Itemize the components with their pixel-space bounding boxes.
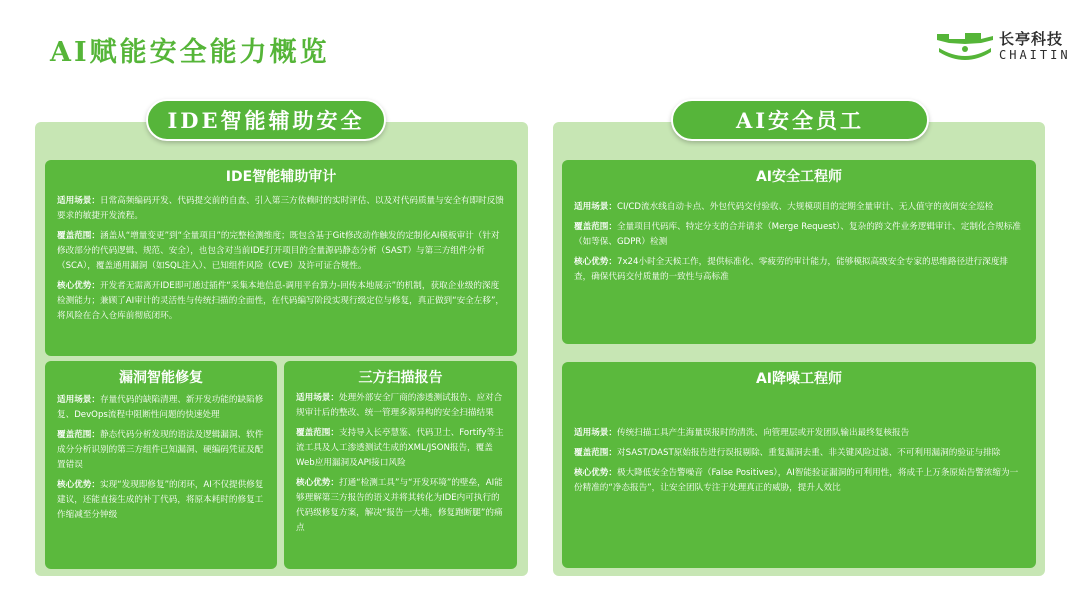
advantage-paragraph: 核心优势：打通“检测工具”与“开发环境”的壁垒，AI能够理解第三方报告的语义并将其转化为IDE内可执行的代码级修复方案，解决“报告一大堆，修复跑断腿”的痛点	[296, 478, 503, 533]
card-title: 三方扫描报告	[358, 370, 443, 386]
card-title: IDE智能辅助审计	[225, 169, 337, 185]
coverage-paragraph: 覆盖范围：涵盖从“增量变更”到“全量项目”的完整检测维度；既包含基于Git修改动作触发的定制化AI模板审计（针对修改部分的代码逻辑、规范、安全），也包含对当前IDE打开项目的全量源码静态分析（SAST）与第三方组件分析（SCA），覆盖通用漏洞（如SQL注入）、已知组件风险（CVE）及许可证合规性。	[57, 231, 500, 271]
card-title: AI安全工程师	[755, 169, 843, 185]
advantage-paragraph: 核心优势：7x24小时全天候工作，提供标准化、零疲劳的审计能力，能够模拟高级安全专家的思维路径进行深度排查，确保代码交付质量的一致性与高标准	[574, 257, 1009, 282]
card-security-engineer	[562, 160, 1036, 344]
scenario-paragraph: 适用场景：日常高频编码开发、代码提交前的自查、引入第三方依赖时的实时评估、以及对代码质量与安全有即时反馈要求的敏捷开发流程。	[57, 196, 504, 221]
scenario-paragraph: 适用场景：CI/CD流水线自动卡点、外包代码交付验收、大规模项目的定期全量审计、无人值守的夜间安全巡检	[574, 202, 994, 212]
left-panel-title: IDE智能辅助安全	[146, 99, 386, 141]
advantage-paragraph: 核心优势：开发者无需离开IDE即可通过插件“采集本地信息-调用平台算力-回传本地展示”的机制，获取企业级的深度检测能力；兼顾了AI审计的灵活性与传统扫描的全面性，在代码编写阶段实现行级定位与修复，真正做到“安全左移”，将风险在合入仓库前彻底闭环。	[57, 281, 505, 321]
card-noise-engineer	[562, 362, 1036, 568]
chaitin-logo-icon	[935, 30, 995, 62]
logo-text-cn: 长亭科技	[999, 30, 1064, 48]
card-title: AI降噪工程师	[755, 371, 843, 387]
advantage-paragraph: 核心优势：极大降低安全告警噪音（False Positives），AI智能验证漏洞的可利用性，将成千上万条原始告警浓缩为一份精准的“净态报告”，让安全团队专注于处理真正的威胁，提升人效比	[574, 468, 1019, 493]
card-ide-audit	[45, 160, 517, 356]
scenario-paragraph: 适用场景：处理外部安全厂商的渗透测试报告、应对合规审计后的整改、统一管理多源异构的安全扫描结果	[296, 393, 503, 418]
coverage-paragraph: 覆盖范围：对SAST/DAST原始报告进行误报剔除、重复漏洞去重、非关键风险过滤、不可利用漏洞的验证与排除	[574, 448, 1001, 458]
page-title: AI赋能安全能力概览	[50, 37, 330, 68]
company-logo	[935, 26, 1071, 66]
scenario-paragraph: 适用场景：存量代码的缺陷清理、新开发功能的缺陷修复、DevOps流程中阻断性问题的快速处理	[57, 395, 264, 420]
coverage-paragraph: 覆盖范围：全量项目代码库、特定分支的合并请求（Merge Request）、复杂的跨文件业务逻辑审计、定制化合规标准（如等保、GDPR）检测	[574, 222, 1021, 247]
advantage-paragraph: 核心优势：实现“发现即修复”的闭环，AI不仅提供修复建议，还能直接生成的补丁代码，将原本耗时的修复工作缩减至分钟级	[57, 480, 264, 520]
right-panel-title: AI安全员工	[671, 99, 929, 141]
coverage-paragraph: 覆盖范围：支持导入长亭慧鉴、代码卫士、Fortify等主流工具及人工渗透测试生成的XML/JSON报告，覆盖Web应用漏洞及API接口风险	[296, 428, 504, 468]
card-vuln-fix	[45, 361, 277, 569]
card-third-party-report	[284, 361, 517, 569]
scenario-paragraph: 适用场景：传统扫描工具产生海量误报时的清洗、向管理层或开发团队输出最终复核报告	[574, 428, 910, 438]
coverage-paragraph: 覆盖范围：静态代码分析发现的语法及逻辑漏洞、软件成分分析识别的第三方组件已知漏洞、硬编码凭证及配置错误	[57, 430, 264, 470]
card-title: 漏洞智能修复	[119, 370, 203, 386]
logo-text-en: CHAITIN	[999, 48, 1071, 62]
